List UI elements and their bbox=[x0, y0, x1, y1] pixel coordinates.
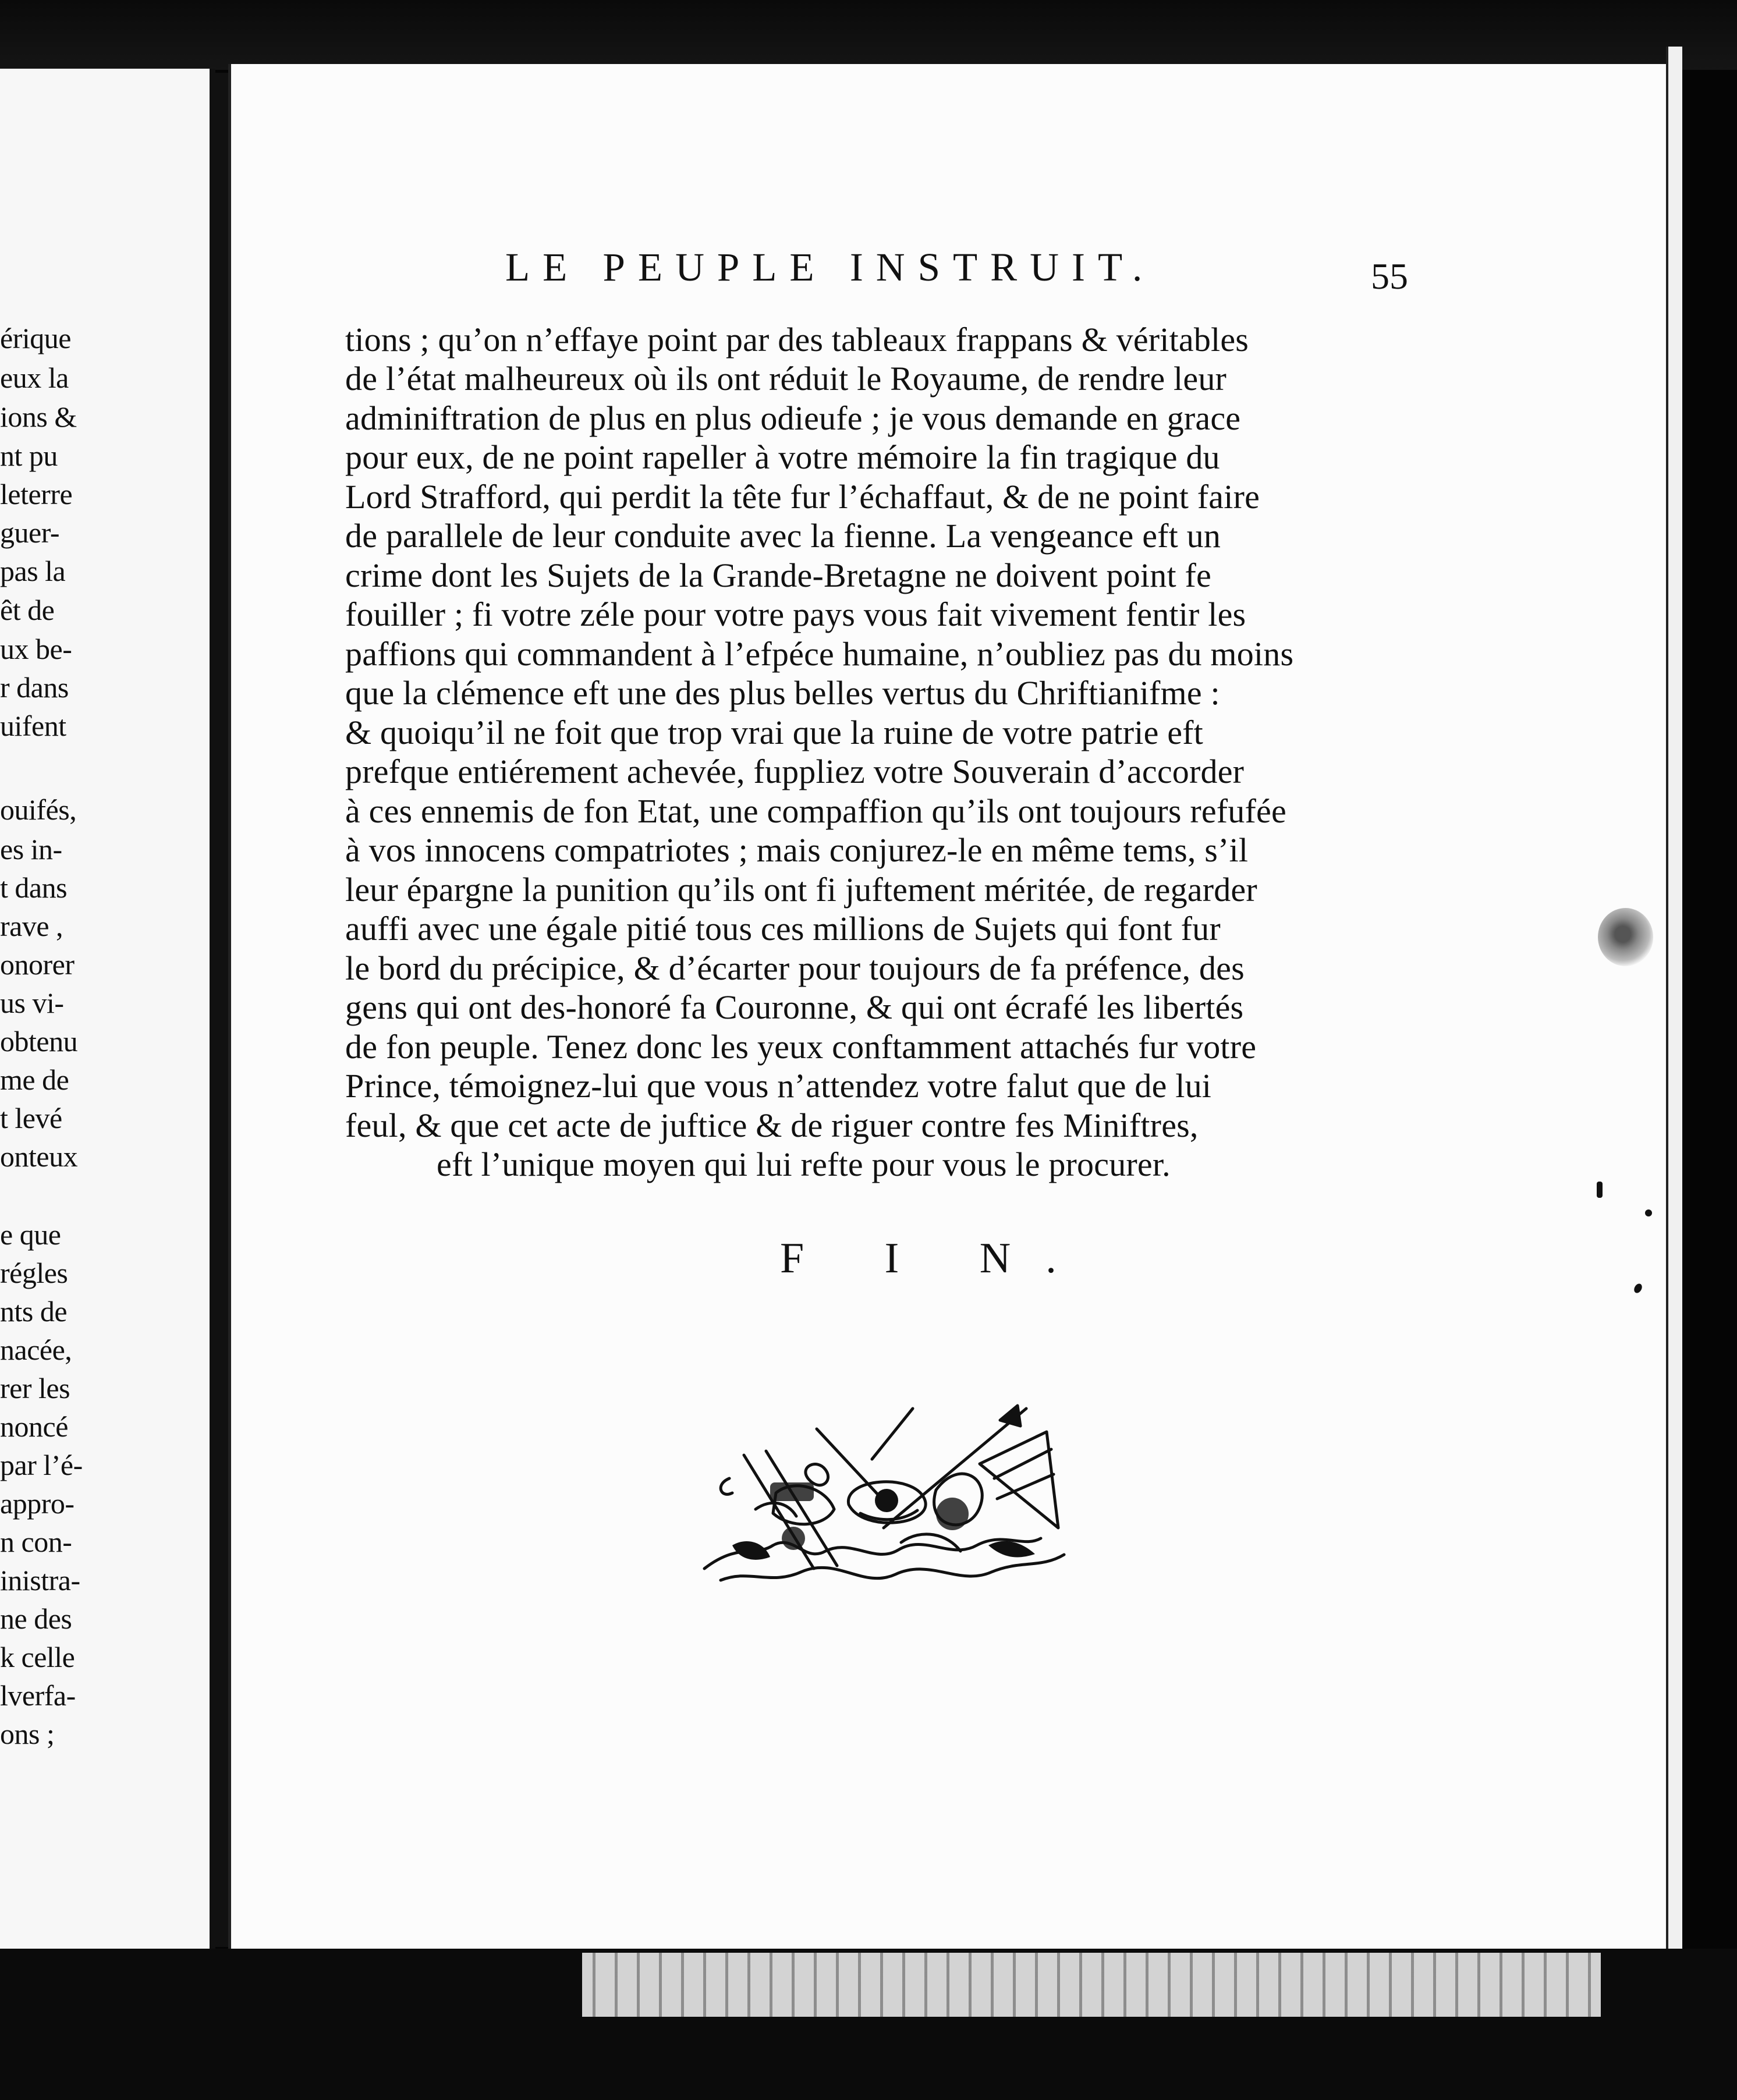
left-page bbox=[0, 69, 215, 1949]
body-line: de l’état malheureux où ils ont réduit le Royaume, de rendre leur bbox=[345, 360, 1227, 398]
running-header: LE PEUPLE INSTRUIT. bbox=[505, 245, 1155, 289]
left-page-fragment: k celle bbox=[0, 1641, 75, 1673]
body-line: Lord Strafford, qui perdit la tête fur l’échaffaut, & de ne point faire bbox=[345, 478, 1260, 516]
left-page-fragment: me de bbox=[0, 1063, 69, 1096]
paper-blot bbox=[1598, 908, 1653, 966]
left-page-fragment: leterre bbox=[0, 478, 73, 510]
left-page-fragment: régles bbox=[0, 1257, 68, 1289]
left-page-fragment: ne des bbox=[0, 1602, 72, 1635]
left-page-fragment: obtenu bbox=[0, 1025, 78, 1058]
body-line: & quoiqu’il ne foit que trop vrai que la ruine de votre patrie eft bbox=[345, 714, 1203, 751]
ink-speck bbox=[1597, 1182, 1603, 1198]
left-page-fragment: t dans bbox=[0, 871, 68, 904]
body-line: paffions qui commandent à l’efpéce humaine, n’oubliez pas du moins bbox=[345, 635, 1294, 673]
body-line: Prince, témoignez-lui que vous n’attendez votre falut que de lui bbox=[345, 1067, 1212, 1105]
page-number: 55 bbox=[1371, 256, 1408, 297]
left-page-fragment: êt de bbox=[0, 594, 55, 626]
fin-heading: F I N. bbox=[780, 1235, 1091, 1282]
body-line: que la clémence eft une des plus belles vertus du Chriftianifme : bbox=[345, 674, 1220, 712]
left-page-fragment: ux be- bbox=[0, 633, 72, 665]
left-page-fragment: érique bbox=[0, 322, 71, 354]
left-page-fragment: e que bbox=[0, 1218, 61, 1251]
body-line: adminiftration de plus en plus odieufe ; je vous demande en grace bbox=[345, 399, 1241, 437]
body-line: auffi avec une égale pitié tous ces millions de Sujets qui font fur bbox=[345, 910, 1221, 948]
left-page-fragment: nacée, bbox=[0, 1333, 72, 1366]
body-line: pour eux, de ne point rapeller à votre mémoire la fin tragique du bbox=[345, 438, 1220, 476]
body-line: à vos innocens compatriotes ; mais conjurez-le en même tems, s’il bbox=[345, 831, 1249, 869]
top-shadow bbox=[0, 0, 1737, 70]
left-page-fragment: rer les bbox=[0, 1372, 70, 1404]
left-page-fragment: r dans bbox=[0, 671, 69, 704]
left-page-fragment: ons ; bbox=[0, 1718, 55, 1750]
body-line: de parallele de leur conduite avec la fienne. La vengeance eft un bbox=[345, 517, 1221, 555]
left-page-fragment: par l’é- bbox=[0, 1449, 83, 1481]
left-page-fragment: us vi- bbox=[0, 987, 64, 1019]
body-line: eft l’unique moyen qui lui refte pour vous le procurer. bbox=[437, 1145, 1171, 1183]
body-line: de fon peuple. Tenez donc les yeux conftamment attachés fur votre bbox=[345, 1028, 1257, 1066]
body-line: leur épargne la punition qu’ils ont fi juftement méritée, de regarder bbox=[345, 871, 1257, 909]
left-page-fragment: pas la bbox=[0, 555, 66, 587]
left-page-fragment: onorer bbox=[0, 948, 75, 981]
left-page-fragment: inistra- bbox=[0, 1564, 80, 1597]
left-page-fragment: rave , bbox=[0, 910, 63, 942]
page-edge-strip bbox=[582, 1953, 1601, 2017]
body-line: fouiller ; fi votre zéle pour votre pays vous fait vivement fentir les bbox=[345, 595, 1246, 633]
decorative-vignette bbox=[686, 1394, 1093, 1606]
ink-speck bbox=[1645, 1209, 1652, 1216]
left-page-fragment: nts de bbox=[0, 1295, 68, 1328]
left-page-fragment: n con- bbox=[0, 1526, 72, 1558]
page-edge bbox=[1666, 47, 1682, 1956]
left-page-fragment: t levé bbox=[0, 1102, 62, 1134]
left-page-fragment: uifent bbox=[0, 710, 66, 742]
left-page-fragment: guer- bbox=[0, 516, 59, 549]
left-page-fragment: es in- bbox=[0, 833, 62, 865]
body-line: prefque entiérement achevée, fuppliez votre Souverain d’accorder bbox=[345, 753, 1245, 790]
body-line: gens qui ont des-honoré fa Couronne, & qui ont écrafé les libertés bbox=[345, 988, 1244, 1026]
left-page-fragment: appro- bbox=[0, 1487, 75, 1520]
left-page-fragment: lverfa- bbox=[0, 1679, 76, 1712]
body-line: crime dont les Sujets de la Grande-Bretagne ne doivent point fe bbox=[345, 556, 1211, 594]
left-page-fragment: nt pu bbox=[0, 439, 58, 472]
left-page-fragment: ouifés, bbox=[0, 793, 77, 826]
body-line: tions ; qu’on n’effaye point par des tableaux frappans & véritables bbox=[345, 321, 1249, 359]
left-page-fragment: noncé bbox=[0, 1410, 68, 1443]
body-line: le bord du précipice, & d’écarter pour toujours de fa préfence, des bbox=[345, 949, 1245, 987]
left-page-fragment: onteux bbox=[0, 1140, 78, 1173]
left-page-fragment: ions & bbox=[0, 400, 77, 433]
body-line: à ces ennemis de fon Etat, une compaffion qu’ils ont toujours refufée bbox=[345, 792, 1286, 830]
body-line: feul, & que cet acte de juftice & de riguer contre fes Miniftres, bbox=[345, 1106, 1199, 1144]
left-page-fragment: eux la bbox=[0, 361, 69, 394]
